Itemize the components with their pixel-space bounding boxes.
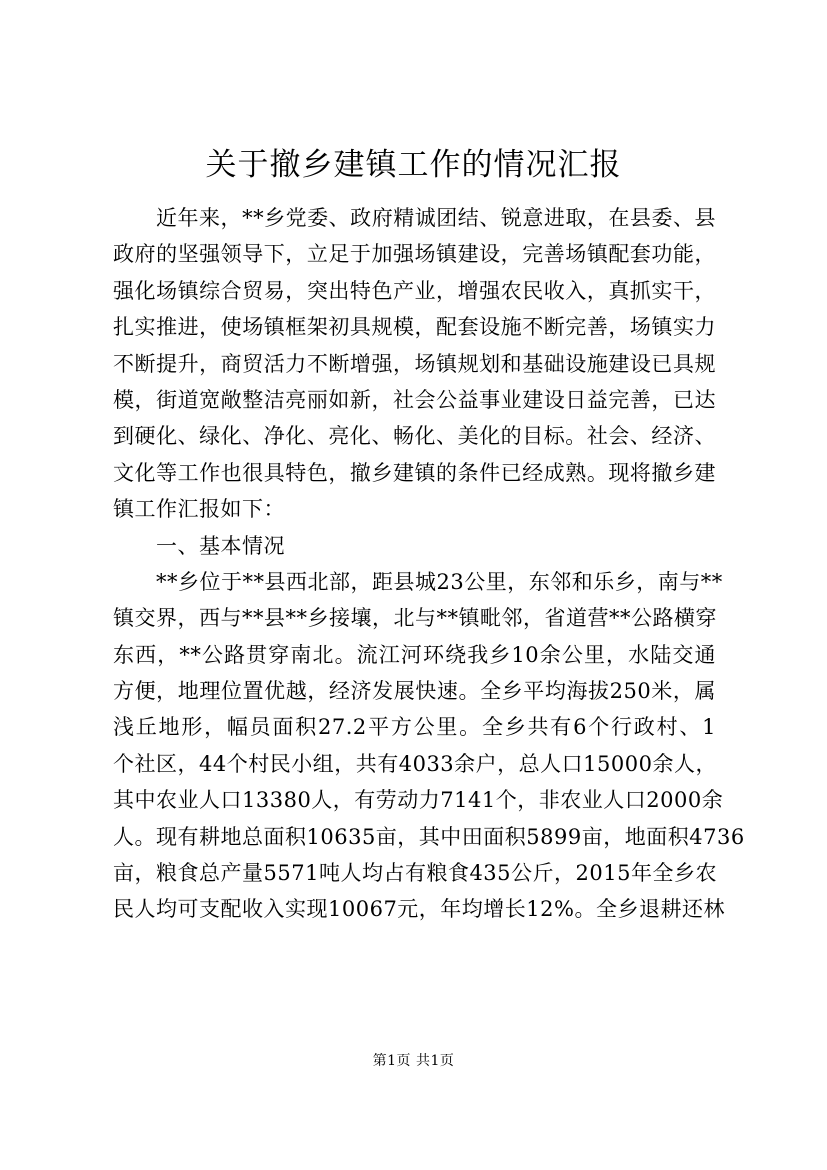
text-line: 民人均可支配收入实现10067元，年均增长12%。全乡退耕还林: [113, 897, 725, 922]
text-line: 不断提升，商贸活力不断增强，场镇规划和基础设施建设已具规: [113, 351, 716, 376]
text-line: 强化场镇综合贸易，突出特色产业，增强农民收入，真抓实干，: [113, 278, 716, 303]
text-line: 文化等工作也很具特色，撤乡建镇的条件已经成熟。现将撤乡建: [113, 460, 716, 485]
section-heading: [113, 528, 716, 564]
text-line: 亩，粮食总产量5571吨人均占有粮食435公斤，2015年全乡农: [113, 861, 717, 886]
document-body: [113, 200, 745, 928]
text-line: 镇交界，西与**县**乡接壤，北与**镇毗邻，省道营**公路横穿: [113, 606, 717, 631]
text-line: 扎实推进，使场镇框架初具规模，配套设施不断完善，场镇实力: [113, 315, 716, 340]
text-line: 模，街道宽敞整洁亮丽如新，社会公益事业建设日益完善，已达: [113, 387, 716, 412]
text-line: 镇工作汇报如下：: [113, 497, 285, 522]
text-line: 人。现有耕地总面积10635亩，其中田面积5899亩，地面积4736: [113, 824, 745, 849]
text-line: 到硬化、绿化、净化、亮化、畅化、美化的目标。社会、经济、: [113, 424, 716, 449]
text-line: 个社区，44个村民小组，共有4033余户，总人口15000余人，: [113, 751, 717, 776]
text-line: 其中农业人口13380人，有劳动力7141个，非农业人口2000余: [113, 788, 724, 813]
page-number-footer: 第1页 共1页: [372, 1053, 455, 1069]
text-line: 东西，**公路贯穿南北。流江河环绕我乡10余公里，水陆交通: [113, 642, 716, 667]
text-line: 近年来，**乡党委、政府精诚团结、锐意进取，在县委、县: [156, 206, 716, 230]
text-line: **乡位于**县西北部，距县城23公里，东邻和乐乡，南与**: [156, 569, 723, 594]
text-line: 政府的坚强领导下，立足于加强场镇建设，完善场镇配套功能，: [113, 242, 716, 267]
paragraph-basic-situation: [113, 564, 745, 928]
text-line: 方便，地理位置优越，经济发展快速。全乡平均海拔250米，属: [113, 679, 716, 704]
paragraph-intro: [113, 200, 716, 528]
text-line: 浅丘地形，幅员面积27.2平方公里。全乡共有6个行政村、1: [113, 715, 716, 740]
section-heading-basic-situation: 一、基本情况: [156, 533, 285, 558]
document-title: 关于撤乡建镇工作的情况汇报: [205, 147, 622, 183]
